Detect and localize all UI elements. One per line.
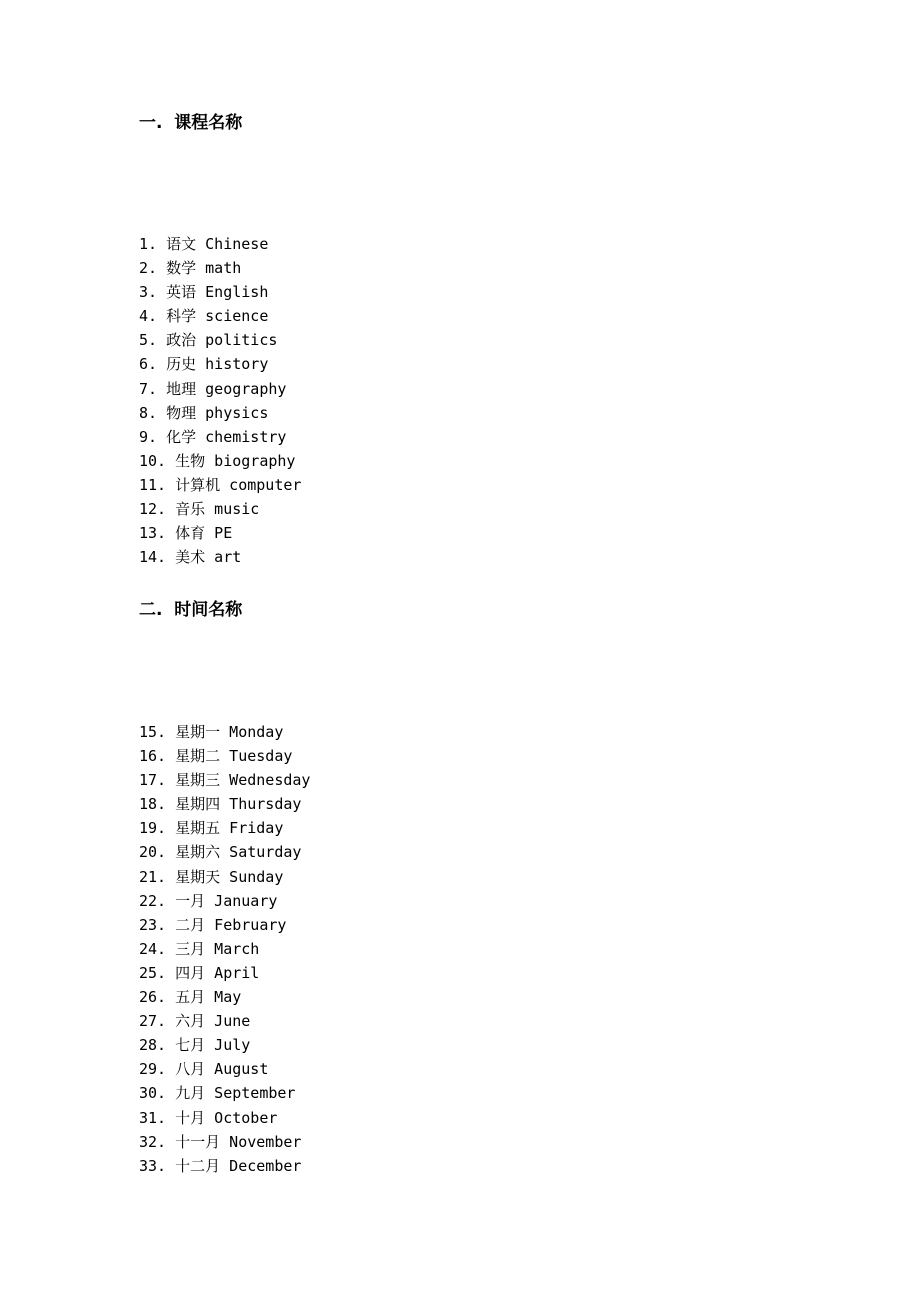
item-english: December: [229, 1156, 302, 1175]
item-chinese: 十月: [175, 1108, 206, 1127]
item-number: 33.: [139, 1156, 167, 1175]
item-english: October: [214, 1108, 278, 1127]
item-number: 19.: [139, 819, 167, 838]
item-english: April: [214, 963, 260, 982]
item-chinese: 四月: [175, 963, 206, 982]
list-item: [139, 1009, 310, 1033]
item-number: 12.: [139, 500, 167, 519]
item-chinese: 体育: [175, 524, 206, 543]
item-english: September: [214, 1084, 296, 1103]
list-item: [139, 232, 301, 256]
item-english: art: [214, 548, 242, 567]
list-item: [139, 304, 301, 328]
item-chinese: 生物: [175, 451, 206, 470]
item-english: history: [205, 355, 269, 374]
item-chinese: 语文: [166, 235, 197, 253]
item-number: 30.: [139, 1084, 167, 1103]
item-english: Chinese: [205, 235, 269, 253]
item-number: 23.: [139, 915, 167, 934]
item-chinese: 英语: [166, 283, 197, 302]
item-chinese: 三月: [175, 939, 206, 958]
item-chinese: 物理: [166, 403, 197, 422]
item-english: Saturday: [229, 843, 302, 862]
item-chinese: 九月: [175, 1084, 206, 1103]
item-number: 4.: [139, 307, 158, 326]
list-item: [139, 768, 310, 792]
list-item: [139, 1154, 310, 1178]
list-item: [139, 280, 301, 304]
list-item: [139, 545, 301, 569]
item-chinese: 星期一: [175, 723, 221, 741]
item-number: 7.: [139, 379, 158, 398]
list-item: [139, 497, 301, 521]
item-chinese: 地理: [166, 379, 197, 398]
list-item: [139, 889, 310, 913]
list-item: [139, 985, 310, 1009]
section-heading-courses: 一. 课程名称: [139, 113, 243, 133]
list-item: [139, 744, 310, 768]
item-english: physics: [205, 403, 269, 422]
item-english: math: [205, 259, 242, 278]
time-list: [139, 720, 310, 1178]
item-number: 20.: [139, 843, 167, 862]
item-chinese: 星期二: [175, 747, 221, 766]
list-item: [139, 720, 310, 744]
item-english: politics: [205, 331, 278, 350]
item-english: August: [214, 1060, 269, 1079]
item-english: geography: [205, 379, 287, 398]
list-item: [139, 473, 301, 497]
list-item: [139, 328, 301, 352]
item-number: 32.: [139, 1132, 167, 1151]
item-number: 21.: [139, 867, 167, 886]
item-number: 16.: [139, 747, 167, 766]
item-number: 28.: [139, 1036, 167, 1055]
item-english: November: [229, 1132, 302, 1151]
item-english: Thursday: [229, 795, 302, 814]
list-item: [139, 792, 310, 816]
item-chinese: 科学: [166, 307, 197, 326]
list-item: [139, 865, 310, 889]
section-heading-time: 二. 时间名称: [139, 600, 243, 620]
item-english: music: [214, 500, 260, 519]
item-chinese: 计算机: [175, 475, 221, 494]
item-number: 26.: [139, 988, 167, 1007]
item-english: computer: [229, 475, 302, 494]
item-number: 1.: [139, 235, 158, 253]
item-chinese: 政治: [166, 331, 197, 350]
item-number: 6.: [139, 355, 158, 374]
item-chinese: 一月: [175, 891, 206, 910]
item-chinese: 音乐: [175, 500, 206, 519]
list-item: [139, 521, 301, 545]
item-number: 11.: [139, 475, 167, 494]
item-number: 5.: [139, 331, 158, 350]
item-chinese: 美术: [175, 548, 206, 567]
list-item: [139, 961, 310, 985]
item-english: June: [214, 1012, 251, 1031]
item-number: 24.: [139, 939, 167, 958]
item-number: 27.: [139, 1012, 167, 1031]
item-english: May: [214, 988, 242, 1007]
item-chinese: 星期四: [175, 795, 221, 814]
item-english: July: [214, 1036, 251, 1055]
list-item: [139, 1081, 310, 1105]
item-number: 9.: [139, 427, 158, 446]
item-number: 15.: [139, 723, 167, 741]
list-item: [139, 377, 301, 401]
item-chinese: 星期天: [175, 867, 221, 886]
item-number: 17.: [139, 771, 167, 790]
item-english: Tuesday: [229, 747, 293, 766]
item-number: 2.: [139, 259, 158, 278]
item-english: January: [214, 891, 278, 910]
item-english: Monday: [229, 723, 284, 741]
list-item: [139, 1130, 310, 1154]
item-english: February: [214, 915, 287, 934]
item-chinese: 数学: [166, 259, 197, 278]
item-english: chemistry: [205, 427, 287, 446]
item-chinese: 十二月: [175, 1156, 221, 1175]
item-chinese: 八月: [175, 1060, 206, 1079]
item-number: 13.: [139, 524, 167, 543]
item-chinese: 五月: [175, 988, 206, 1007]
list-item: [139, 1106, 310, 1130]
list-item: [139, 816, 310, 840]
item-english: biography: [214, 451, 296, 470]
item-chinese: 十一月: [175, 1132, 221, 1151]
list-item: [139, 449, 301, 473]
item-chinese: 二月: [175, 915, 206, 934]
list-item: [139, 1033, 310, 1057]
item-number: 3.: [139, 283, 158, 302]
item-number: 31.: [139, 1108, 167, 1127]
item-english: science: [205, 307, 269, 326]
item-chinese: 星期五: [175, 819, 221, 838]
item-english: PE: [214, 524, 233, 543]
item-chinese: 星期六: [175, 843, 221, 862]
item-chinese: 历史: [166, 355, 197, 374]
item-number: 10.: [139, 451, 167, 470]
item-english: Wednesday: [229, 771, 311, 790]
item-chinese: 七月: [175, 1036, 206, 1055]
list-item: [139, 256, 301, 280]
item-english: Friday: [229, 819, 284, 838]
list-item: [139, 840, 310, 864]
item-chinese: 星期三: [175, 771, 221, 790]
item-number: 14.: [139, 548, 167, 567]
list-item: [139, 937, 310, 961]
list-item: [139, 352, 301, 376]
item-english: March: [214, 939, 260, 958]
item-english: English: [205, 283, 269, 302]
item-number: 18.: [139, 795, 167, 814]
item-number: 22.: [139, 891, 167, 910]
item-number: 25.: [139, 963, 167, 982]
course-list: [139, 232, 301, 569]
item-chinese: 六月: [175, 1012, 206, 1031]
list-item: [139, 401, 301, 425]
item-number: 8.: [139, 403, 158, 422]
list-item: [139, 1057, 310, 1081]
item-number: 29.: [139, 1060, 167, 1079]
list-item: [139, 425, 301, 449]
list-item: [139, 913, 310, 937]
item-english: Sunday: [229, 867, 284, 886]
item-chinese: 化学: [166, 427, 197, 446]
